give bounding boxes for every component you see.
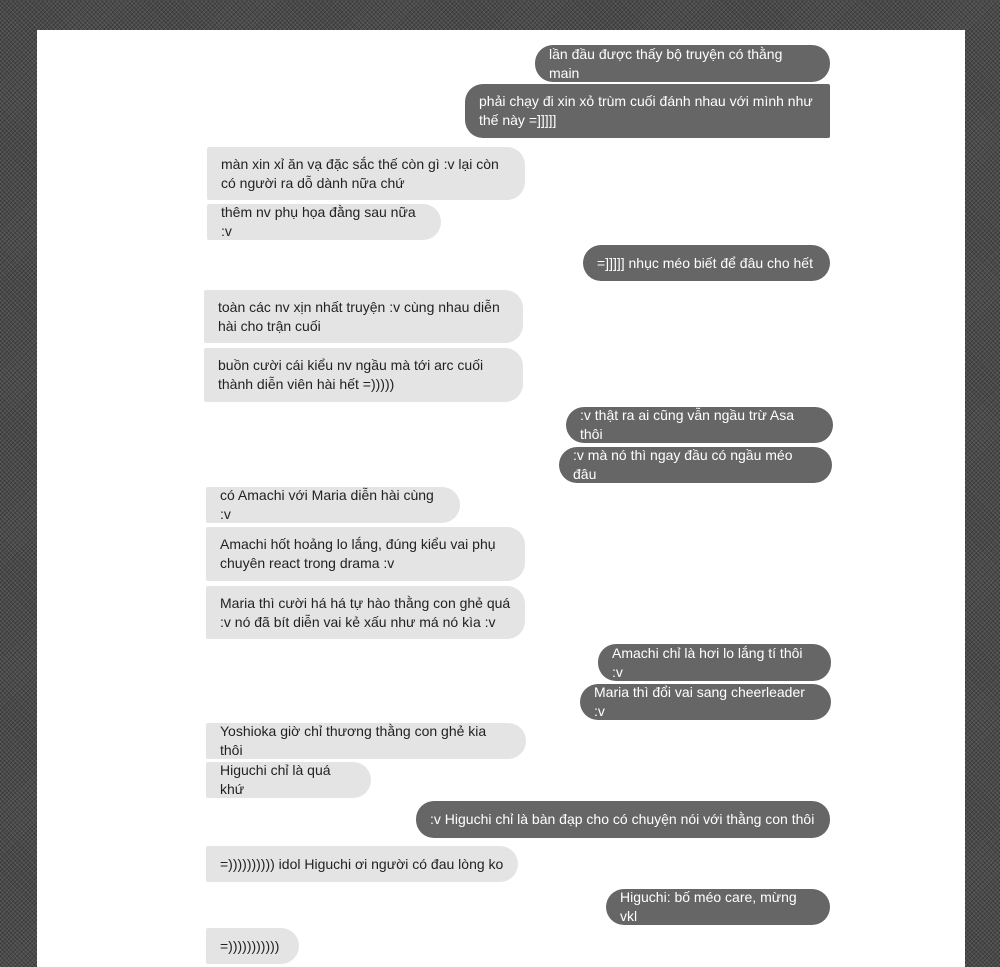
- message-bubble-received: [206, 723, 526, 759]
- message-text: phải chạy đi xin xỏ trùm cuối đánh nhau với mình như thế này =]]]]]: [479, 93, 813, 128]
- message-bubble-received: [206, 928, 299, 964]
- message-text: toàn các nv xịn nhất truyện :v cùng nhau diễn hài cho trận cuối: [218, 298, 500, 334]
- message-bubble-sent: [598, 644, 831, 681]
- message-text: Amachi chỉ là hơi lo lắng tí thôi :v: [612, 644, 803, 680]
- message-bubble-received: [206, 762, 371, 798]
- message-text: Amachi hốt hoảng lo lắng, đúng kiểu vai phụ chuyên react trong drama :v: [220, 536, 496, 571]
- message-bubble-sent: [566, 407, 833, 443]
- message-bubble-received: [204, 290, 523, 343]
- message-text: :v Higuchi chỉ là bàn đạp cho có chuyện nói với thằng con thôi: [430, 811, 815, 827]
- message-bubble-received: [206, 527, 525, 581]
- message-text: buồn cười cái kiểu nv ngầu mà tới arc cuối thành diễn viên hài hết =))))): [218, 357, 484, 392]
- message-bubble-received: [206, 487, 460, 523]
- message-text: =)))))))))) idol Higuchi ơi người có đau lòng ko: [220, 855, 504, 872]
- message-bubble-received: [206, 846, 518, 882]
- message-text: màn xin xỉ ăn vạ đặc sắc thế còn gì :v lại còn có người ra dỗ dành nữa chứ: [221, 155, 499, 191]
- message-text: Yoshioka giờ chỉ thương thằng con ghẻ kia thôi: [220, 723, 487, 758]
- message-bubble-received: [207, 147, 525, 200]
- message-bubble-sent: [583, 245, 830, 281]
- message-bubble-sent: [416, 801, 830, 838]
- message-text: Maria thì cười há há tự hào thằng con ghẻ quá :v nó đã bít diễn vai kẻ xấu như má nó kìa :v: [220, 594, 511, 630]
- message-bubble-sent: [535, 45, 830, 82]
- message-text: =))))))))))): [220, 937, 280, 954]
- message-bubble-sent: [559, 447, 832, 483]
- message-text: Higuchi: bố méo care, mừng vkl: [620, 889, 797, 924]
- message-bubble-received: [207, 204, 441, 240]
- message-text: thêm nv phụ họa đằng sau nữa :v: [221, 204, 416, 239]
- message-text: có Amachi với Maria diễn hài cùng :v: [220, 487, 434, 522]
- message-text: Higuchi chỉ là quá khứ: [220, 762, 331, 797]
- message-bubble-sent: [606, 889, 830, 925]
- message-text: :v mà nó thì ngay đầu có ngầu méo đâu: [573, 447, 793, 482]
- message-bubble-received: [206, 586, 525, 639]
- chat-page: [37, 30, 965, 967]
- message-text: lần đầu được thấy bộ truyện có thằng main: [549, 45, 783, 81]
- message-bubble-received: [204, 348, 523, 402]
- message-text: :v thật ra ai cũng vẫn ngầu trừ Asa thôi: [580, 407, 795, 442]
- message-text: =]]]]] nhục méo biết để đâu cho hết: [597, 254, 813, 271]
- message-text: Maria thì đổi vai sang cheerleader :v: [594, 684, 805, 719]
- message-bubble-sent: [465, 84, 830, 138]
- message-bubble-sent: [580, 684, 831, 720]
